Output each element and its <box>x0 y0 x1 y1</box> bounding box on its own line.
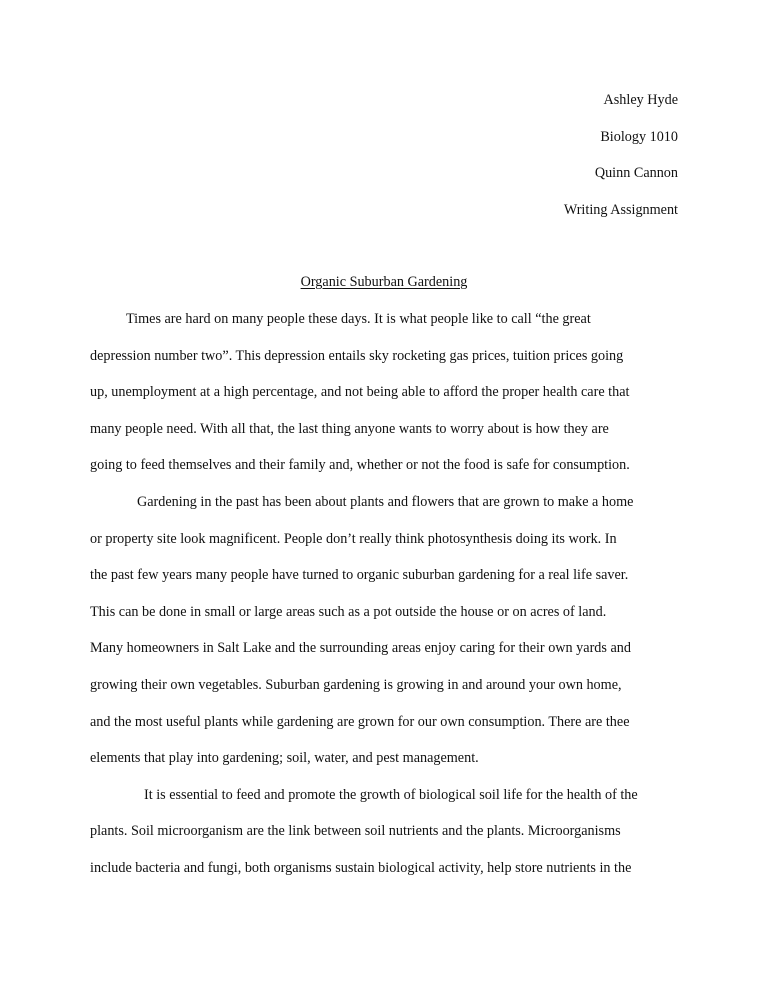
body-line: Gardening in the past has been about plants and flowers that are grown to make a home <box>137 493 634 510</box>
body-line: the past few years many people have turned to organic suburban gardening for a real life saver. <box>90 567 629 584</box>
essay-body <box>90 310 680 896</box>
header-block <box>378 91 678 237</box>
author-name: Ashley Hyde <box>603 92 678 108</box>
body-line: elements that play into gardening; soil, water, and pest management. <box>90 750 479 767</box>
body-line: Many homeowners in Salt Lake and the surrounding areas enjoy caring for their own yards and <box>90 640 631 657</box>
body-line: and the most useful plants while gardening are grown for our own consumption. There are thee <box>90 713 630 730</box>
body-line: plants. Soil microorganism are the link between soil nutrients and the plants. Microorganisms <box>90 823 621 840</box>
body-line: growing their own vegetables. Suburban gardening is growing in and around your own home, <box>90 676 622 693</box>
body-line: or property site look magnificent. People don’t really think photosynthesis doing its work. In <box>90 530 617 547</box>
essay-title: Organic Suburban Gardening <box>300 274 468 290</box>
instructor-name: Quinn Cannon <box>594 165 678 181</box>
body-line: up, unemployment at a high percentage, and not being able to afford the proper health care that <box>90 384 630 401</box>
body-line: going to feed themselves and their family and, whether or not the food is safe for consumption. <box>90 457 630 474</box>
assignment-type: Writing Assignment <box>563 201 678 218</box>
course-name: Biology 1010 <box>600 128 678 145</box>
body-line: include bacteria and fungi, both organisms sustain biological activity, help store nutrients in the <box>90 859 632 876</box>
body-line: many people need. With all that, the last thing anyone wants to worry about is how they are <box>90 420 609 437</box>
body-line: This can be done in small or large areas such as a pot outside the house or on acres of land. <box>90 603 607 620</box>
body-line: It is essential to feed and promote the growth of biological soil life for the health of the <box>144 786 638 803</box>
body-line: depression number two”. This depression entails sky rocketing gas prices, tuition prices going <box>90 347 624 364</box>
body-line: Times are hard on many people these days. It is what people like to call “the great <box>126 311 591 327</box>
